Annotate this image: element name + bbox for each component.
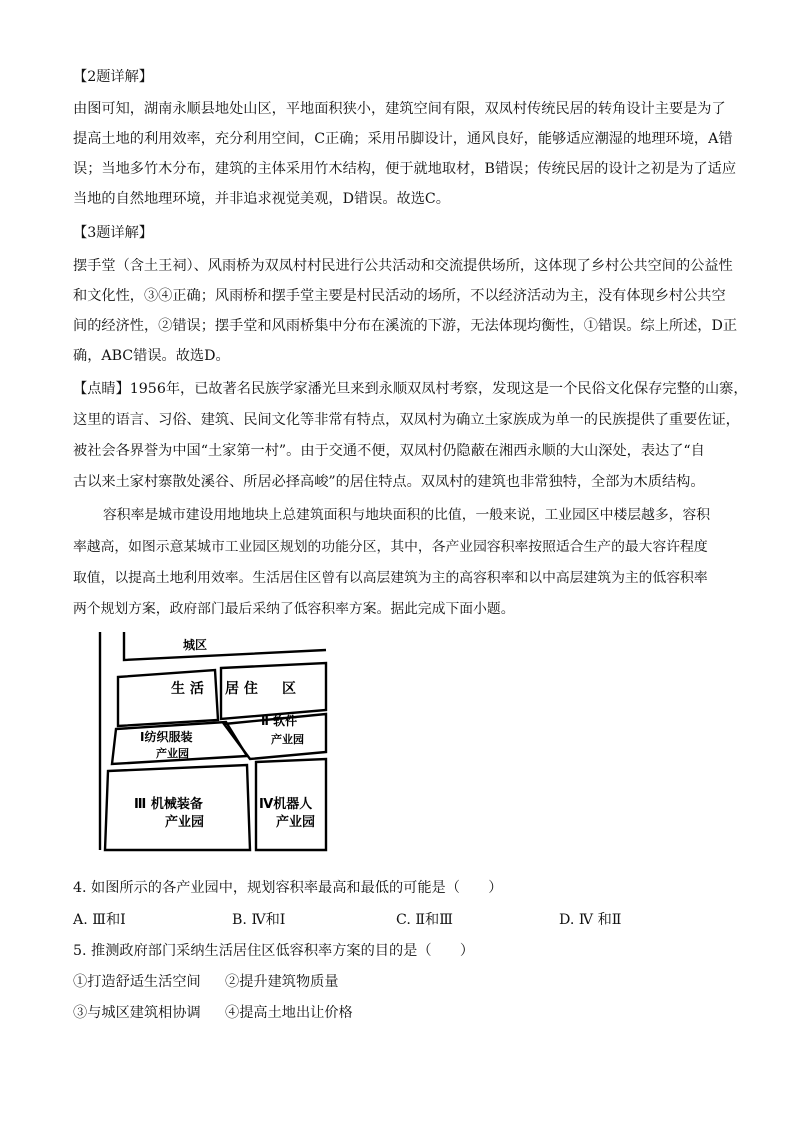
tip-line-2: 这里的语言、习俗、建筑、民间文化等非常有特点，双凤村为确立土家族成为单一的民族提供了重要佐证， (73, 412, 740, 428)
map-label-zone2-a: Ⅱ 软件 (261, 714, 298, 728)
section3-line-4: 确，ABC错误。故选D。 (73, 348, 230, 364)
material-line-4: 两个规划方案，政府部门最后采纳了低容积率方案。据此完成下面小题。 (73, 601, 515, 617)
section3-line-2: 和文化性，③④正确；风雨桥和摆手堂主要是村民活动的场所，不以经济活动为主，没有体现乡村公共空 (73, 288, 726, 304)
map-label-living-2: 居 住 (225, 681, 258, 697)
section3-heading: 【3题详解】 (73, 225, 153, 241)
q5-stem: 5. 推测政府部门采纳生活居住区低容积率方案的目的是（ ） (73, 943, 475, 959)
tip-line-3: 被社会各界誉为中国“土家第一村”。由于交通不便，双凤村仍隐蔽在湘西永顺的大山深处，表达了“自 (73, 443, 705, 459)
q4-option-c: C. Ⅱ和Ⅲ (396, 912, 453, 928)
map-label-city: 城区 (183, 638, 208, 652)
q4-stem: 4. 如图所示的各产业园中，规划容积率最高和最低的可能是（ ） (73, 880, 503, 896)
map-label-zone4-a: Ⅳ机器人 (259, 797, 313, 812)
map-label-zone1-b: 产业园 (156, 747, 189, 760)
map-label-zone3-b: 产业园 (165, 815, 205, 830)
map-label-zone3-a: Ⅲ 机械装备 (134, 797, 203, 812)
q4-option-a: A. Ⅲ和Ⅰ (73, 912, 126, 928)
map-label-zone2-b: 产业园 (271, 733, 304, 746)
map-label-living-1: 生 活 (171, 681, 204, 697)
material-line-1: 容积率是城市建设用地地块上总建筑面积与地块面积的比值，一般来说，工业园区中楼层越多，容积 (103, 507, 711, 523)
section2-line-2: 提高土地的利用效率，充分利用空间，C正确；采用吊脚设计，通风良好，能够适应潮湿的地理环境，A错 (73, 131, 733, 147)
map-label-living-3: 区 (282, 681, 296, 697)
section2-line-4: 当地的自然地理环境，并非追求视觉美观，D错误。故选C。 (73, 191, 450, 207)
section2-line-3: 误；当地多竹木分布，建筑的主体采用竹木结构，便于就地取材，B错误；传统民居的设计之初是为了适应 (73, 161, 737, 177)
q5-item-4: ④提高土地出让价格 (225, 1005, 353, 1021)
section3-line-3: 间的经济性，②错误；摆手堂和风雨桥集中分布在溪流的下游，无法体现均衡性，①错误。综上所述，D正 (73, 318, 738, 334)
city-boundary-top (124, 632, 326, 660)
section2-line-1: 由图可知，湖南永顺县地处山区，平地面积狭小，建筑空间有限，双凤村传统民居的转角设计主要是为了 (73, 101, 726, 117)
map-label-zone1-a: Ⅰ纺织服装 (140, 730, 193, 744)
q4-option-d: D. Ⅳ 和Ⅱ (559, 912, 622, 928)
map-label-zone4-b: 产业园 (276, 815, 316, 830)
material-line-3: 取值，以提高土地利用效率。生活居住区曾有以高层建筑为主的高容积率和以中高层建筑为主的低容积率 (73, 570, 708, 586)
section2-heading: 【2题详解】 (73, 69, 153, 85)
material-line-2: 率越高，如图示意某城市工业园区规划的功能分区，其中，各产业园容积率按照适合生产的最大容许程度 (73, 539, 708, 555)
tip-line-1: 【点睛】1956年，已故著名民族学家潘光旦来到永顺双凤村考察，发现这是一个民俗文化保存完整的山寨， (73, 381, 748, 397)
q5-item-2: ②提升建筑物质量 (225, 974, 339, 990)
q4-option-b: B. Ⅳ和Ⅰ (232, 912, 286, 928)
q5-item-3: ③与城区建筑相协调 (73, 1005, 201, 1021)
section3-line-1: 摆手堂（含土王祠）、风雨桥为双凤村村民进行公共活动和交流提供场所，这体现了乡村公共空间的公益性 (73, 258, 733, 274)
tip-line-4: 古以来土家村寨散处溪谷、所居必择高峻”的居住特点。双凤村的建筑也非常独特，全部为木质结构。 (73, 474, 705, 490)
q5-item-1: ①打造舒适生活空间 (73, 974, 201, 990)
